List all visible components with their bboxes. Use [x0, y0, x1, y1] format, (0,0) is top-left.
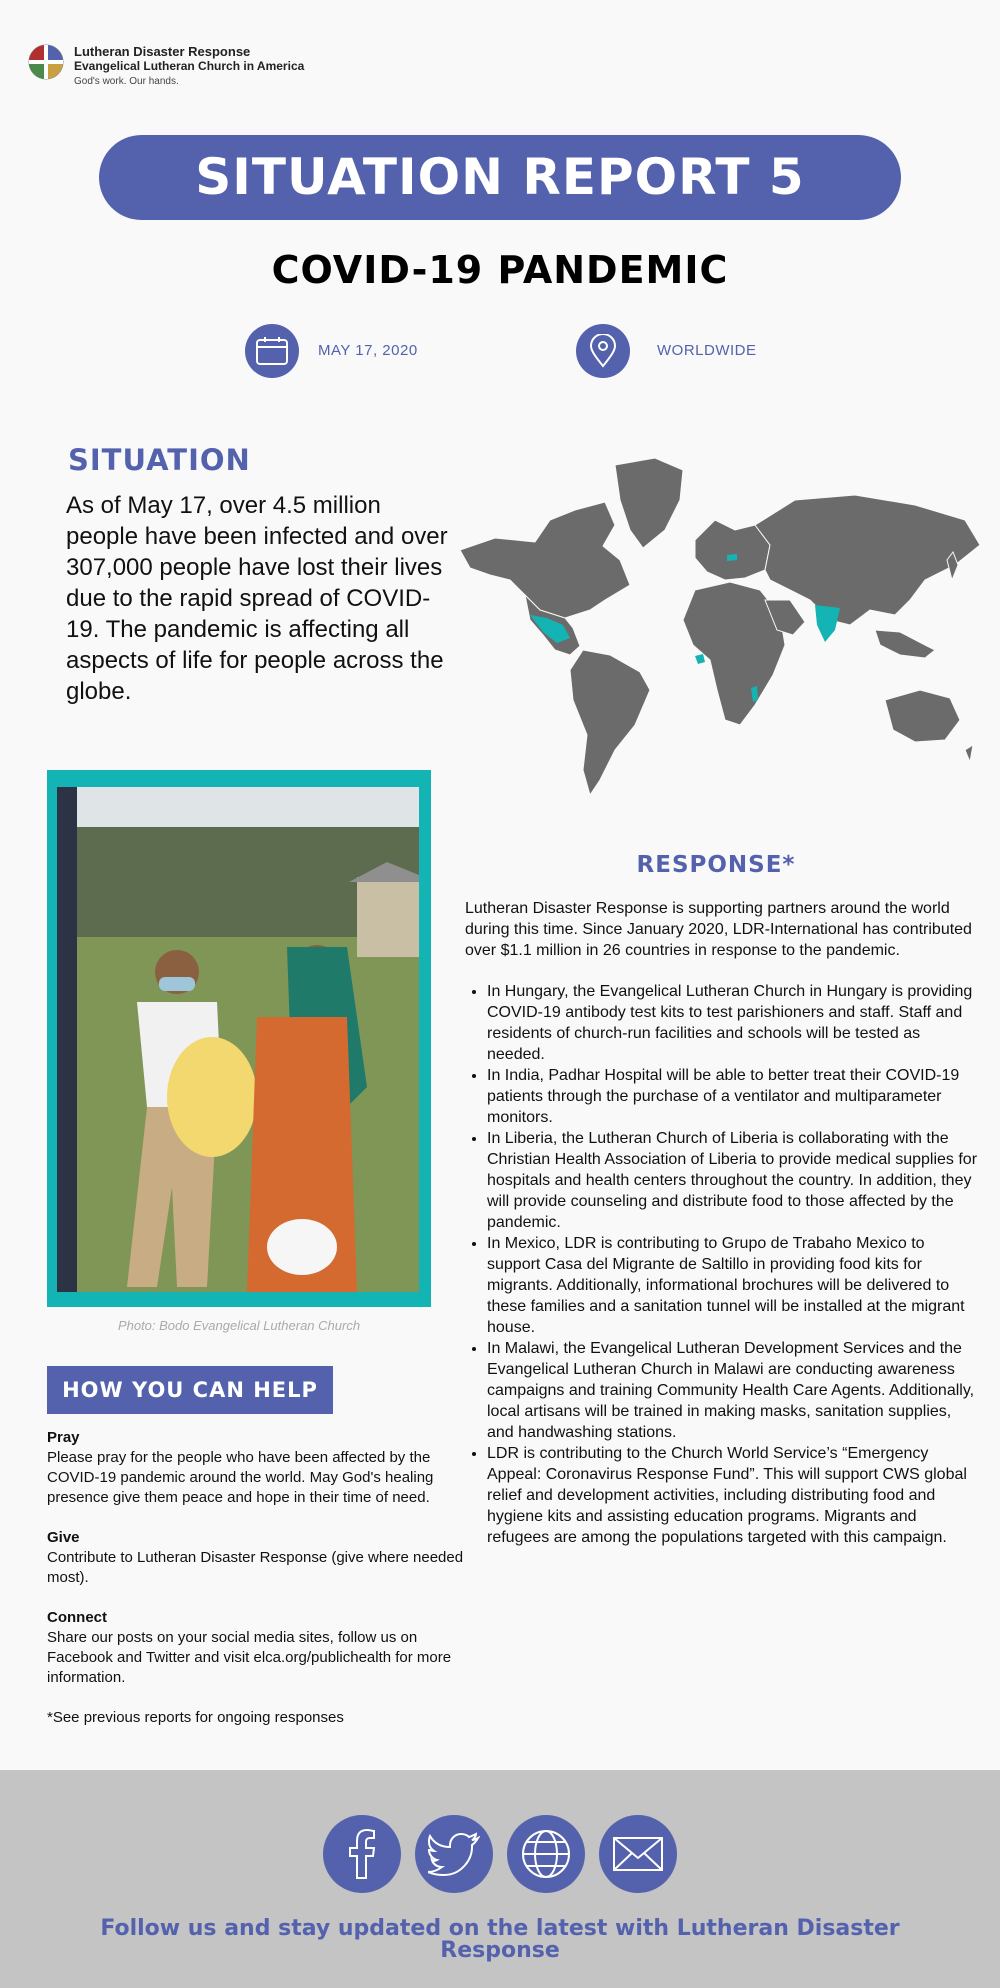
- response-list: [465, 981, 980, 1548]
- response-item-india: • In India, Padhar Hospital will be able to better treat their COVID-19 patients through the purchase of a ventilator and multiparameter monitors.: [487, 1065, 980, 1128]
- response-intro: Lutheran Disaster Response is supporting partners around the world during this time. Since January 2020, LDR-International has contributed over $1.1 million in 26 countries in response to the pandemic.: [465, 900, 972, 959]
- report-location: WORLDWIDE: [657, 342, 757, 359]
- email-icon[interactable]: [599, 1815, 677, 1893]
- previous-reports-note: *See previous reports for ongoing responses: [47, 1709, 344, 1726]
- map-highlight-india: [815, 605, 840, 642]
- response-heading: RESPONSE*: [636, 852, 796, 878]
- cross-emblem-icon: [28, 44, 64, 80]
- twitter-icon[interactable]: [415, 1815, 493, 1893]
- logo-org-name: Lutheran Disaster Response: [74, 44, 251, 59]
- map-highlight-hungary: [727, 554, 737, 561]
- logo-church-name: Evangelical Lutheran Church in America: [74, 59, 305, 73]
- response-item-cws: • LDR is contributing to the Church World Service’s “Emergency Appeal: Coronavirus Response Fund”. This will support CWS global relief and development activities, including distributing food and hygiene kits and assisting education programs. Migrants and refugees are among the populations targeted with this campaign.: [487, 1443, 980, 1548]
- connect-text: Share our posts on your social media sites, follow us on Facebook and Twitter and visit elca.org/publichealth for more information.: [47, 1629, 452, 1686]
- give-title: Give: [47, 1529, 80, 1546]
- report-subtitle: COVID-19 PANDEMIC: [271, 248, 729, 292]
- response-section: [465, 898, 980, 1548]
- social-links: [0, 1815, 1000, 1893]
- globe-icon[interactable]: [507, 1815, 585, 1893]
- photo-frame: [47, 770, 431, 1307]
- calendar-icon: [245, 324, 299, 378]
- world-map: [455, 450, 985, 805]
- relief-photo: [57, 787, 419, 1292]
- location-pin-icon: [576, 324, 630, 378]
- facebook-icon[interactable]: [323, 1815, 401, 1893]
- response-item-hungary: • In Hungary, the Evangelical Lutheran Church in Hungary is providing COVID-19 antibody test kits to test parishioners and staff. Staff and residents of church-run facilities and schools will be tested as needed.: [487, 981, 980, 1065]
- connect-title: Connect: [47, 1609, 107, 1626]
- map-highlight-liberia: [695, 654, 705, 664]
- help-heading: HOW YOU CAN HELP: [47, 1366, 333, 1414]
- pray-title: Pray: [47, 1429, 80, 1446]
- situation-text: As of May 17, over 4.5 million people have been infected and over 307,000 people have lost their lives due to the rapid spread of COVID-19. The pandemic is affecting all aspects of life for people across the globe.: [66, 492, 448, 705]
- logo-tagline: God's work. Our hands.: [74, 76, 179, 87]
- response-item-mexico: • In Mexico, LDR is contributing to Grupo de Trabaho Mexico to support Casa del Migrante de Saltillo in providing food kits for migrants. Additionally, informational brochures will be delivered to these families and a sanitation tunnel will be installed at the migrant house.: [487, 1233, 980, 1338]
- give-text: Contribute to Lutheran Disaster Response (give where needed most).: [47, 1549, 464, 1586]
- response-item-malawi: • In Malawi, the Evangelical Lutheran Development Services and the Evangelical Lutheran Church in Malawi are conducting awareness campaigns and training Community Health Care Agents. Additionally, local artisans will be trained in making masks, sanitation supplies, and handwashing stations.: [487, 1338, 980, 1443]
- report-date: MAY 17, 2020: [318, 342, 418, 359]
- pray-text: Please pray for the people who have been affected by the COVID-19 pandemic around the world. May God's healing presence give them peace and hope in their time of need.: [47, 1449, 434, 1506]
- ldr-logo: [28, 44, 304, 89]
- photo-caption: Photo: Bodo Evangelical Lutheran Church: [117, 1318, 361, 1333]
- help-section: [47, 1428, 467, 1748]
- response-item-liberia: • In Liberia, the Lutheran Church of Liberia is collaborating with the Christian Health Association of Liberia to provide medical supplies for hospitals and health centers throughout the country. In addition, they will provide counseling and distribute food to those affected by the pandemic.: [487, 1128, 980, 1233]
- situation-heading: SITUATION: [68, 443, 251, 477]
- follow-us-text: Follow us and stay updated on the latest with Lutheran Disaster Response: [100, 1916, 900, 1963]
- footer: [0, 1770, 1000, 1988]
- report-banner: SITUATION REPORT 5: [99, 135, 901, 220]
